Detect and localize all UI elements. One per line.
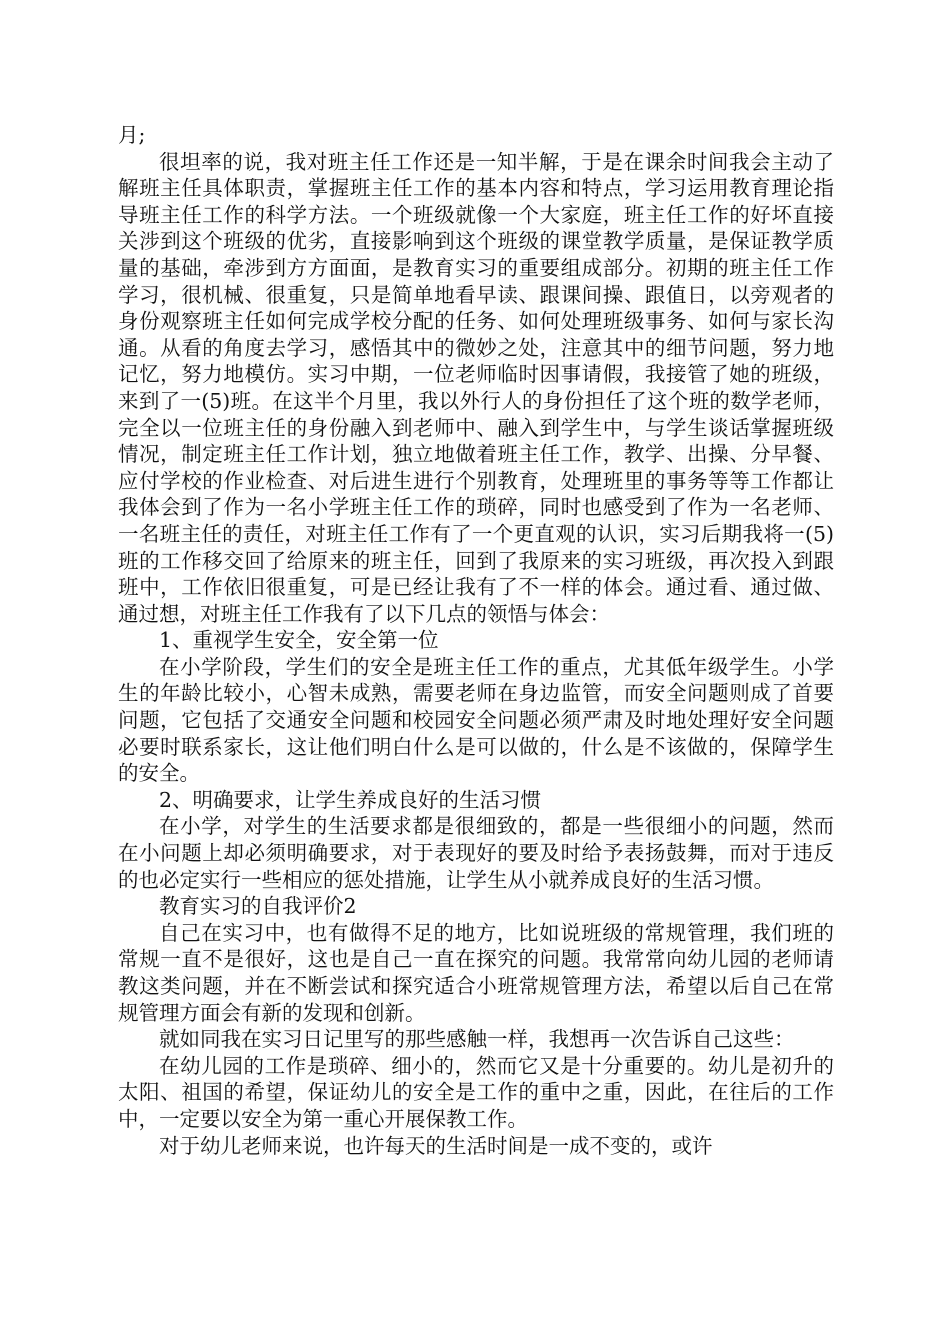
heading-living-habits: 2、明确要求，让学生养成良好的生活习惯 [159, 787, 542, 812]
heading-student-safety: 1、重视学生安全，安全第一位 [159, 628, 439, 653]
paragraph-kindergarten-safety: 在幼儿园的工作是琐碎、细小的，然而它又是十分重要的。幼儿是初升的太阳、祖国的希望，保证幼儿的安全是工作的重中之重，因此，在往后的工作中，一定要以安全为第一重心开展保教工作。 [118, 1053, 834, 1131]
paragraph-living-habits: 在小学，对学生的生活要求都是很细致的，都是一些很细小的问题，然而在小问题上却必须明确要求，对于表现好的要及时给予表扬鼓舞，而对于违反的也必定实行一些相应的惩处措施，让学生从小就养成良好的生活习惯。 [118, 814, 834, 892]
paragraph-diary-reflection: 就如同我在实习日记里写的那些感触一样，我想再一次告诉自己这些： [159, 1027, 795, 1052]
heading-self-evaluation-2: 教育实习的自我评价2 [159, 894, 357, 919]
paragraph-routine-management: 自己在实习中，也有做得不足的地方，比如说班级的常规管理，我们班的常规一直不是很好，这也是自己一直在探究的问题。我常常向幼儿园的老师请教这类问题，并在不断尝试和探究适合小班常规管理方法，希望以后自己在常规管理方面会有新的发现和创新。 [118, 920, 834, 1025]
paragraph-class-teacher-work: 很坦率的说，我对班主任工作还是一知半解，于是在课余时间我会主动了解班主任具体职责，掌握班主任工作的基本内容和特点，学习运用教育理论指导班主任工作的科学方法。一个班级就像一个大家庭，班主任工作的好坏直接关涉到这个班级的优劣，直接影响到这个班级的课堂教学质量，是保证教学质量的基础，牵涉到方方面面，是教育实习的重要组成部分。初期的班主任工作学习，很机械、很重复，只是简单地看早读、跟课间操、跟值日，以旁观者的身份观察班主任如何完成学校分配的任务、如何处理班级事务、如何与家长沟通。从看的角度去学习，感悟其中的微妙之处，注意其中的细节问题，努力地记忆，努力地模仿。实习中期，一位老师临时因事请假，我接管了她的班级，来到了一(5)班。在这半个月里，我以外行人的身份担任了这个班的数学老师，完全以一位班主任的身份融入到老师中、融入到学生中，与学生谈话掌握班级情况，制定班主任工作计划，独立地做着班主任工作，教学、出操、分早餐、应付学校的作业检查、对后进生进行个别教育，处理班里的事务等等工作都让我体会到了作为一名小学班主任工作的琐碎，同时也感受到了作为一名老师、一名班主任的责任，对班主任工作有了一个更直观的认识，实习后期我将一(5)班的工作移交回了给原来的班主任，回到了我原来的实习班级，再次投入到跟班中，工作依旧很重复，可是已经让我有了不一样的体会。通过看、通过做、通过想，对班主任工作我有了以下几点的领悟与体会： [118, 149, 834, 626]
paragraph-kindergarten-teacher: 对于幼儿老师来说，也许每天的生活时间是一成不变的，或许 [159, 1133, 713, 1158]
paragraph-student-safety: 在小学阶段，学生们的安全是班主任工作的重点，尤其低年级学生。小学生的年龄比较小，心智未成熟，需要老师在身边监管，而安全问题则成了首要问题，它包括了交通安全问题和校园安全问题必须严肃及时地处理好安全问题必要时联系家长，这让他们明白什么是可以做的，什么是不该做的，保障学生的安全。 [118, 654, 834, 786]
paragraph-continuation: 月; [118, 123, 146, 147]
document-page [118, 122, 834, 1159]
